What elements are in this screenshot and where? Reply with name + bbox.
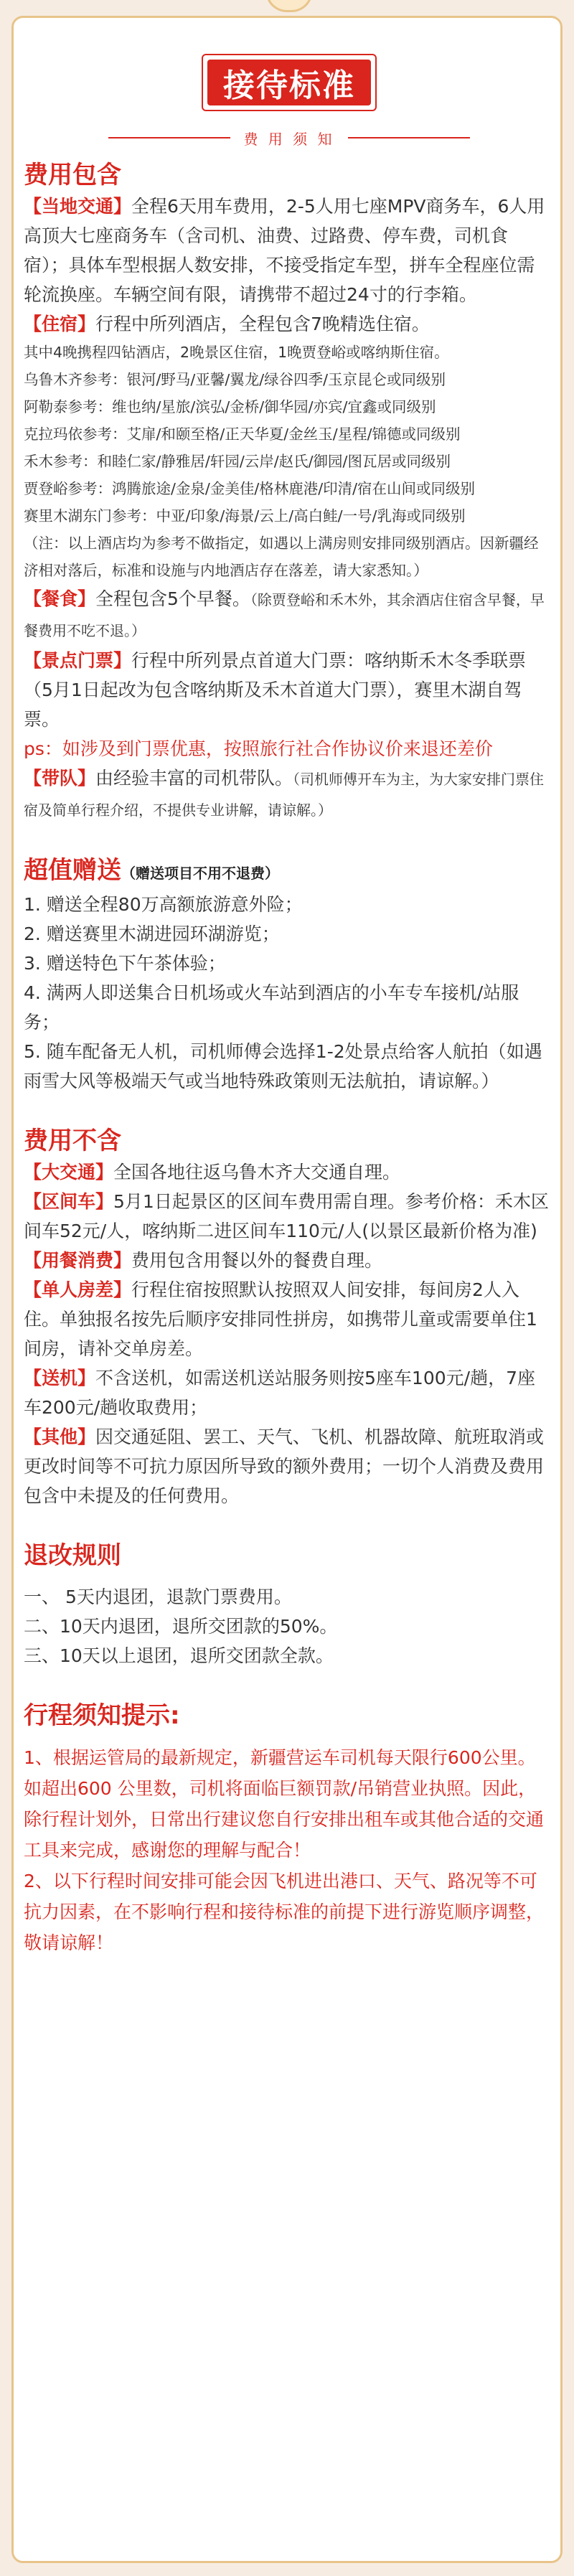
tip-item: 2、以下行程时间安排可能会因飞机进出港口、天气、路况等不可抗力因素，在不影响行程和接待标准的前提下进行游览顺序调整，敬请谅解！ bbox=[24, 1871, 545, 1953]
hotel-detail: 贾登峪参考：鸿腾旅途/金泉/金美佳/格林鹿港/印清/宿在山间或同级别 bbox=[24, 480, 476, 497]
gift-item: 3. 赠送特色下午茶体验； bbox=[24, 953, 226, 974]
tag-hotel: 【住宿】 bbox=[24, 314, 96, 334]
excluded-item bbox=[24, 1275, 552, 1363]
notice-text: 费 用 须 知 bbox=[243, 130, 335, 148]
tag-meals: 【餐食】 bbox=[24, 588, 96, 609]
guide-text: 由经验丰富的司机带队。 bbox=[95, 768, 293, 789]
section-gifts-heading bbox=[24, 854, 552, 890]
gift-item: 4. 满两人即送集合日机场或火车站到酒店的小车专车接机/站服务； bbox=[24, 982, 519, 1033]
ornament-icon bbox=[265, 0, 313, 12]
excluded-item bbox=[24, 1363, 552, 1422]
excluded-text: 不含送机，如需送机送站服务则按5座车100元/趟，7座车200元/趟收取费用； bbox=[24, 1368, 535, 1418]
hotel-detail: 阿勒泰参考：维也纳/星旅/滨弘/金桥/御华园/亦宾/宜鑫或同级别 bbox=[24, 398, 436, 415]
tag-guide: 【带队】 bbox=[24, 768, 96, 789]
included-tickets bbox=[24, 646, 552, 734]
included-guide bbox=[24, 763, 552, 825]
excluded-text: 费用包含用餐以外的餐费自理。 bbox=[131, 1250, 383, 1271]
included-transport bbox=[24, 192, 552, 309]
hotel-detail: 乌鲁木齐参考：银河/野马/亚馨/翼龙/绿谷四季/玉京昆仑或同级别 bbox=[24, 371, 446, 388]
hotel-detail: 其中4晚携程四钻酒店，2晚景区住宿，1晚贾登峪或喀纳斯住宿。 bbox=[24, 344, 449, 361]
hotel-text: 行程中所列酒店，全程包含7晚精选住宿。 bbox=[95, 314, 430, 334]
reception-standard-card bbox=[11, 16, 563, 2563]
gift-item: 2. 赠送赛里木湖进园环湖游览； bbox=[24, 923, 280, 944]
excluded-item bbox=[24, 1187, 552, 1246]
excluded-tag: 【其他】 bbox=[24, 1426, 96, 1447]
divider-right bbox=[348, 137, 470, 138]
meals-text: 全程包含5个早餐。 bbox=[95, 588, 250, 609]
section-included-heading: 费用包含 bbox=[24, 161, 121, 189]
excluded-tag: 【单人房差】 bbox=[24, 1279, 132, 1300]
content bbox=[24, 159, 552, 1958]
excluded-item bbox=[24, 1422, 552, 1510]
excluded-text: 全国各地往返乌鲁木齐大交通自理。 bbox=[113, 1162, 401, 1183]
gifts-note: （赠送项目不用不退费） bbox=[121, 865, 279, 882]
meals-note: （除贾登峪和禾木外，其余酒店住宿含早餐，早餐费用不吃不退。） bbox=[24, 591, 545, 639]
gift-item: 1. 赠送全程80万高额旅游意外险； bbox=[24, 894, 303, 915]
excluded-item bbox=[24, 1157, 552, 1187]
refund-item: 二、10天内退团，退所交团款的50%。 bbox=[24, 1616, 338, 1637]
hotel-detail: 禾木参考：和睦仁家/静雅居/轩园/云岸/赵氏/御园/图瓦居或同级别 bbox=[24, 453, 451, 470]
guide-note: （司机师傅开车为主，为大家安排门票住宿及简单行程介绍，不提供专业讲解，请谅解。） bbox=[24, 771, 545, 819]
tickets-text: 行程中所列景点首道大门票：喀纳斯禾木冬季联票（5月1日起改为包含喀纳斯及禾木首道大门票），赛里木湖自驾票。 bbox=[24, 650, 527, 730]
notice-header bbox=[14, 127, 565, 149]
ps-note: ps：如涉及到门票优惠，按照旅行社合作协议价来退还差价 bbox=[24, 738, 493, 759]
hotel-note: （注：以上酒店均为参考不做指定，如遇以上满房则安排同级别酒店。因新疆经济相对落后，标准和设施与内地酒店存在落差，请大家悉知。） bbox=[24, 535, 539, 579]
hotel-detail: 克拉玛依参考：艾扉/和颐至格/正天华夏/金丝玉/星程/锦德或同级别 bbox=[24, 426, 461, 443]
tag-tickets: 【景点门票】 bbox=[24, 650, 132, 671]
gifts-heading: 超值赠送 bbox=[24, 856, 121, 885]
refund-item: 一、 5天内退团，退款门票费用。 bbox=[24, 1587, 292, 1607]
title-box bbox=[202, 54, 377, 111]
tag-transport: 【当地交通】 bbox=[24, 196, 132, 217]
excluded-tag: 【区间车】 bbox=[24, 1191, 114, 1212]
section-refund-heading: 退改规则 bbox=[24, 1541, 121, 1570]
tip-item: 1、根据运管局的最新规定，新疆营运车司机每天限行600公里。如超出600 公里数，司机将面临巨额罚款/吊销营业执照。因此，除行程计划外，日常出行建议您自行安排出租车或其他合适的交通工具来完成，感谢您的理解与配合！ bbox=[24, 1747, 545, 1861]
included-meals bbox=[24, 584, 552, 646]
excluded-tag: 【用餐消费】 bbox=[24, 1250, 132, 1271]
section-tips-heading: 行程须知提示: bbox=[24, 1701, 180, 1730]
excluded-text: 行程住宿按照默认按照双人间安排，每间房2人入住。单独报名按先后顺序安排同性拼房，如携带儿童或需要单住1间房，请补交单房差。 bbox=[24, 1279, 537, 1359]
transport-text: 全程6天用车费用，2-5人用七座MPV商务车，6人用高顶大七座商务车（含司机、油费、过路费、停车费，司机食宿）；具体车型根据人数安排，不接受指定车型，拼车全程座位需轮流换座。车辆空间有限，请携带不超过24寸的行李箱。 bbox=[24, 196, 545, 305]
refund-item: 三、10天以上退团，退所交团款全款。 bbox=[24, 1645, 334, 1666]
page-title: 接待标准 bbox=[207, 60, 371, 105]
included-hotel bbox=[24, 309, 552, 339]
divider-left bbox=[108, 137, 230, 138]
excluded-item bbox=[24, 1246, 552, 1275]
gift-item: 5. 随车配备无人机，司机师傅会选择1-2处景点给客人航拍（如遇雨雪大风等极端天气或当地特殊政策则无法航拍，请谅解。） bbox=[24, 1041, 542, 1091]
excluded-tag: 【大交通】 bbox=[24, 1162, 114, 1183]
excluded-text: 因交通延阻、罢工、天气、飞机、机器故障、航班取消或更改时间等不可抗力原因所导致的额外费用；一切个人消费及费用包含中未提及的任何费用。 bbox=[24, 1426, 545, 1506]
hotel-detail: 赛里木湖东门参考：中亚/印象/海景/云上/高白鲑/一号/乳海或同级别 bbox=[24, 507, 466, 525]
section-excluded-heading: 费用不含 bbox=[24, 1127, 121, 1155]
excluded-text: 5月1日起景区的区间车费用需自理。参考价格：禾木区间车52元/人，喀纳斯二进区间车110元/人(以景区最新价格为准) bbox=[24, 1191, 549, 1241]
excluded-tag: 【送机】 bbox=[24, 1368, 96, 1388]
